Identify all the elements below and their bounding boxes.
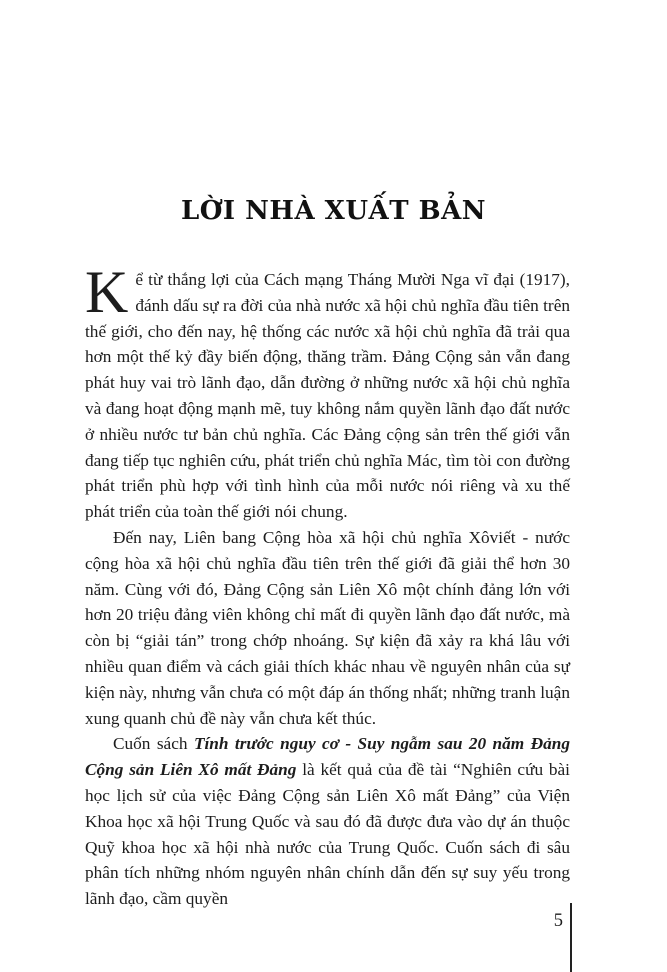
paragraph [85, 731, 570, 912]
paragraph-text: Đến nay, Liên bang Cộng hòa xã hội chủ nghĩa Xôviết - nước cộng hòa xã hội chủ nghĩa đầu tiên trên thế giới đã giải thể hơn 30 năm. Cùng với đó, Đảng Cộng sản Liên Xô một chính đảng lớn với hơn 20 triệu đảng viên không chỉ mất đi quyền lãnh đạo đất nước, mà còn bị “giải tán” trong chớp nhoáng. Sự kiện đã xảy ra khá lâu với nhiều quan điểm và cách giải thích khác nhau về nguyên nhân của sự kiện này, nhưng vẫn chưa có một đáp án thống nhất; những tranh luận xung quanh chủ đề này vẫn chưa kết thúc. [85, 527, 570, 728]
page-body [85, 259, 571, 912]
paragraph [85, 525, 570, 731]
paragraph-text: Cuốn sách [113, 734, 194, 754]
book-title: Tính trước nguy cơ - Suy ngẫm sau 20 năm Đảng Cộng sản Liên Xô mất Đảng [85, 734, 571, 780]
paragraph-text: ể từ thắng lợi của Cách mạng Tháng Mười Nga vĩ đại (1917), đánh dấu sự ra đời của nhà nước xã hội chủ nghĩa đầu tiên trên thế giới, cho đến nay, hệ thống các nước xã hội chủ nghĩa đã trải qua hơn một thế kỷ đầy biến động, thăng trầm. Đảng Cộng sản vẫn đang phát huy vai trò lãnh đạo, dẫn đường ở những nước xã hội chủ nghĩa và đang hoạt động mạnh mẽ, tuy không nắm quyền lãnh đạo đất nước ở nhiều nước tư bản chủ nghĩa. Các Đảng cộng sản trên thế giới vẫn đang tiếp tục nghiên cứu, phát triển chủ nghĩa Mác, tìm tòi con đường phát triển phù hợp với tình hình của mỗi nước nói riêng và xu thế phát triển của toàn thế giới nói chung. [85, 270, 570, 522]
page-title: LỜI NHÀ XUẤT BẢN [180, 196, 487, 226]
footer-rule [570, 903, 572, 972]
paragraph [85, 259, 570, 525]
paragraph-text: là kết quả của đề tài “Nghiên cứu bài học lịch sử của việc Đảng Cộng sản Liên Xô mất Đảng” của Viện Khoa học xã hội Trung Quốc và sau đó đã được đưa vào dự án thuộc Quỹ khoa học xã hội nhà nước của Trung Quốc. Cuốn sách đi sâu phân tích những nhóm nguyên nhân chính dẫn đến sự suy yếu trong lãnh đạo, cầm quyền [85, 760, 570, 909]
dropcap-letter: K [85, 259, 129, 325]
page-number: 5 [553, 911, 563, 931]
